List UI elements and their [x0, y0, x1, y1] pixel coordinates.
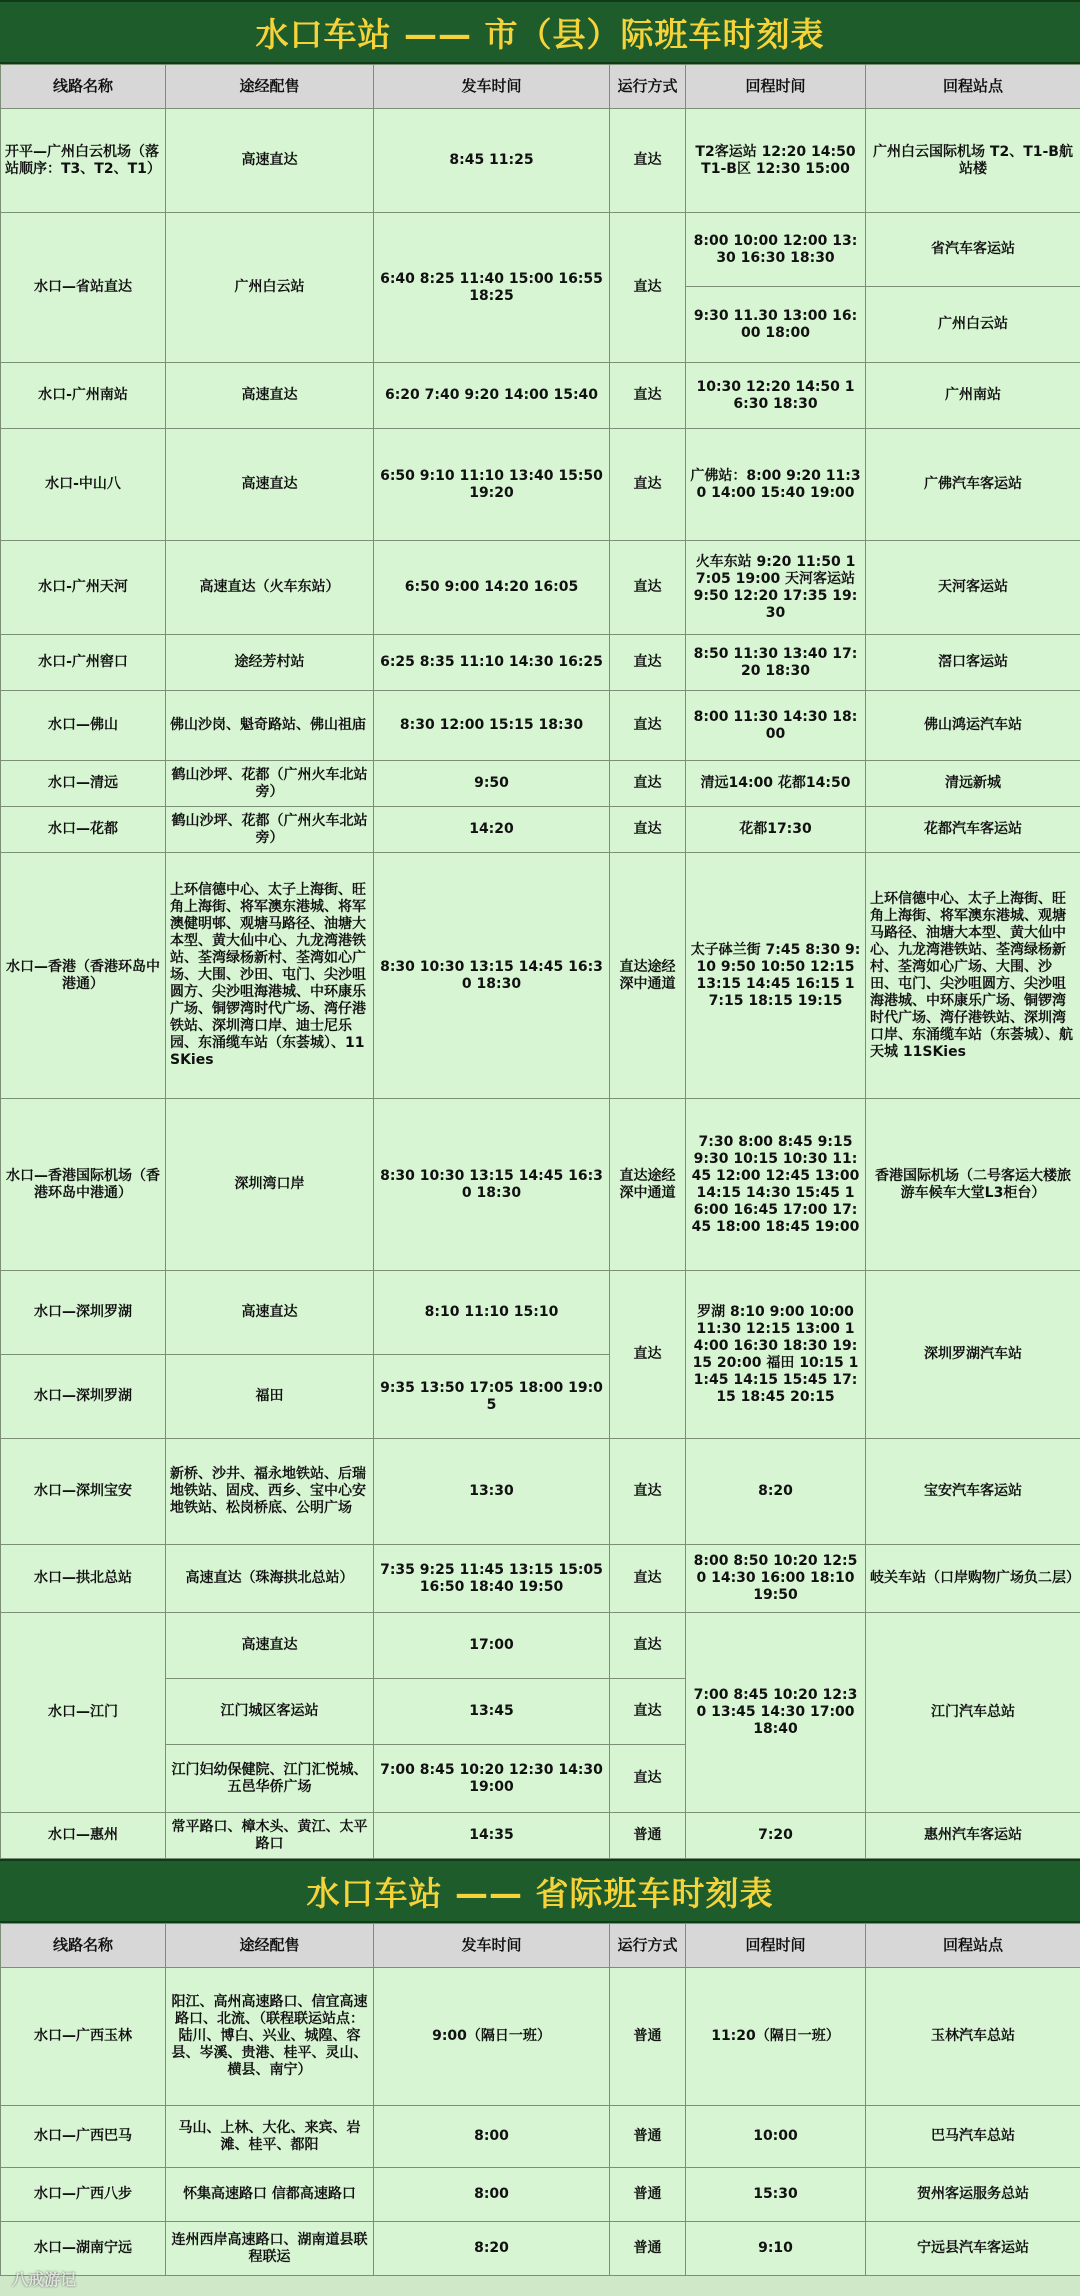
table-header-row [1, 65, 1080, 109]
table-header-row [1, 1924, 1080, 1968]
route-depart: 8:45 11:25 [374, 109, 610, 213]
route-return: 9:10 [686, 2222, 866, 2276]
route-depart: 13:30 [374, 1439, 610, 1545]
route-return-stop: 广州白云国际机场 T2、T1-B航站楼 [866, 109, 1080, 213]
route-name: 水口—清远 [1, 761, 166, 807]
route-mode: 直达 [610, 109, 686, 213]
route-mode: 直达 [610, 541, 686, 635]
route-return-stop: 上环信德中心、太子上海街、旺角上海街、将军澳东港城、观塘马路径、油塘大本型、黄大仙中心、九龙湾港铁站、荃湾绿杨新村、荃湾如心广场、大围、沙田、屯门、尖沙咀圆方、尖沙咀海港城、中环康乐广场、铜锣湾时代广场、湾仔港铁站、深圳湾口岸、东涌缆车站（东荟城）、航天城 11SKies [866, 853, 1080, 1099]
route-return-stop: 惠州汽车客运站 [866, 1813, 1080, 1859]
route-depart: 6:25 8:35 11:10 14:30 16:25 [374, 635, 610, 691]
route-name: 水口—省站直达 [1, 213, 166, 363]
route-via: 深圳湾口岸 [166, 1099, 374, 1271]
route-return: 7:00 8:45 10:20 12:30 13:45 14:30 17:00 18:40 [686, 1613, 866, 1813]
route-mode: 直达 [610, 1613, 686, 1679]
route-depart: 8:30 12:00 15:15 18:30 [374, 691, 610, 761]
route-return: T2客运站 12:20 14:50 T1-B区 12:30 15:00 [686, 109, 866, 213]
table-row [1, 1613, 1080, 1679]
route-name: 水口—花都 [1, 807, 166, 853]
route-mode: 直达 [610, 691, 686, 761]
route-via: 阳江、高州高速路口、信宜高速路口、北流、（联程联运站点：陆川、博白、兴业、城隍、容县、岑溪、贵港、桂平、灵山、横县、南宁） [166, 1968, 374, 2106]
table-row [1, 807, 1080, 853]
route-depart: 17:00 [374, 1613, 610, 1679]
route-return-stop: 岐关车站（口岸购物广场负二层） [866, 1545, 1080, 1613]
route-return: 火车东站 9:20 11:50 17:05 19:00 天河客运站 9:50 12:20 17:35 19:30 [686, 541, 866, 635]
route-return-stop: 广州南站 [866, 363, 1080, 429]
watermark-text: 八戒游记 [12, 2270, 77, 2289]
header-via: 途经配售 [166, 1924, 374, 1968]
table-row [1, 1439, 1080, 1545]
route-return: 11:20（隔日一班） [686, 1968, 866, 2106]
route-mode: 普通 [610, 2168, 686, 2222]
route-name: 水口-广州窖口 [1, 635, 166, 691]
route-return: 8:00 8:50 10:20 12:50 14:30 16:00 18:10 19:50 [686, 1545, 866, 1613]
route-depart: 9:00（隔日一班） [374, 1968, 610, 2106]
route-return: 7:30 8:00 8:45 9:15 9:30 10:15 10:30 11:45 12:00 12:45 13:00 14:15 14:30 15:45 16:00 16:45 17:00 17:45 18:00 18:45 19:00 [686, 1099, 866, 1271]
route-depart: 8:30 10:30 13:15 14:45 16:30 18:30 [374, 1099, 610, 1271]
route-via: 高速直达 [166, 429, 374, 541]
route-return-stop: 滘口客运站 [866, 635, 1080, 691]
table-row [1, 541, 1080, 635]
route-mode: 直达 [610, 363, 686, 429]
route-via: 鹤山沙坪、花都（广州火车北站旁） [166, 807, 374, 853]
table-row [1, 635, 1080, 691]
header-depart: 发车时间 [374, 65, 610, 109]
route-name: 水口—香港（香港环岛中港通） [1, 853, 166, 1099]
route-return: 8:00 10:00 12:00 13:30 16:30 18:30 [686, 213, 866, 287]
route-return-stop: 佛山鸿运汽车站 [866, 691, 1080, 761]
table-row [1, 1271, 1080, 1355]
route-via: 鹤山沙坪、花都（广州火车北站旁） [166, 761, 374, 807]
provincial-timetable-title: 水口车站 —— 省际班车时刻表 [0, 1859, 1080, 1923]
header-depart: 发车时间 [374, 1924, 610, 1968]
route-return-stop: 香港国际机场（二号客运大楼旅游车候车大堂L3柜台） [866, 1099, 1080, 1271]
route-depart: 6:50 9:00 14:20 16:05 [374, 541, 610, 635]
route-name: 水口—佛山 [1, 691, 166, 761]
route-depart: 9:50 [374, 761, 610, 807]
route-via: 高速直达 [166, 1271, 374, 1355]
table-row [1, 2106, 1080, 2168]
route-depart: 8:00 [374, 2106, 610, 2168]
route-depart: 8:30 10:30 13:15 14:45 16:30 18:30 [374, 853, 610, 1099]
route-via: 途经芳村站 [166, 635, 374, 691]
route-name: 水口—湖南宁远 [1, 2222, 166, 2276]
route-name: 水口—惠州 [1, 1813, 166, 1859]
route-mode: 直达 [610, 213, 686, 363]
route-via: 新桥、沙井、福永地铁站、后瑞地铁站、固戍、西乡、宝中心安地铁站、松岗桥底、公明广场 [166, 1439, 374, 1545]
route-name: 水口-中山八 [1, 429, 166, 541]
table-row [1, 2168, 1080, 2222]
route-name: 水口—江门 [1, 1613, 166, 1813]
route-mode: 普通 [610, 1968, 686, 2106]
provincial-timetable [0, 1923, 1080, 2276]
route-return: 8:20 [686, 1439, 866, 1545]
table-row [1, 213, 1080, 287]
route-mode: 直达 [610, 1271, 686, 1439]
route-via: 高速直达 [166, 363, 374, 429]
route-name: 水口—深圳罗湖 [1, 1355, 166, 1439]
route-return: 罗湖 8:10 9:00 10:00 11:30 12:15 13:00 14:00 16:30 18:30 19:15 20:00 福田 10:15 11:45 14:15 15:45 17:15 18:45 20:15 [686, 1271, 866, 1439]
table-row [1, 853, 1080, 1099]
route-return-stop: 深圳罗湖汽车站 [866, 1271, 1080, 1439]
route-return: 10:30 12:20 14:50 16:30 18:30 [686, 363, 866, 429]
header-route: 线路名称 [1, 1924, 166, 1968]
route-via: 佛山沙岗、魁奇路站、佛山祖庙 [166, 691, 374, 761]
route-return: 太子砵兰街 7:45 8:30 9:10 9:50 10:50 12:15 13:15 14:45 16:15 17:15 18:15 19:15 [686, 853, 866, 1099]
route-via: 怀集高速路口 信都高速路口 [166, 2168, 374, 2222]
route-via: 常平路口、樟木头、黄江、太平路口 [166, 1813, 374, 1859]
route-via: 江门妇幼保健院、江门汇悦城、五邑华侨广场 [166, 1745, 374, 1813]
route-depart: 8:20 [374, 2222, 610, 2276]
header-return: 回程时间 [686, 1924, 866, 1968]
route-mode: 直达 [610, 761, 686, 807]
route-name: 水口-广州天河 [1, 541, 166, 635]
route-depart: 8:00 [374, 2168, 610, 2222]
route-mode: 直达 [610, 635, 686, 691]
route-mode: 直达途经深中通道 [610, 853, 686, 1099]
watermark [12, 2267, 76, 2290]
table-row [1, 2222, 1080, 2276]
header-mode: 运行方式 [610, 1924, 686, 1968]
route-mode: 直达 [610, 1745, 686, 1813]
header-via: 途经配售 [166, 65, 374, 109]
route-mode: 直达 [610, 807, 686, 853]
route-via: 福田 [166, 1355, 374, 1439]
table-row [1, 1813, 1080, 1859]
route-return-stop: 省汽车客运站 [866, 213, 1080, 287]
route-name: 水口—广西玉林 [1, 1968, 166, 2106]
route-name: 水口—深圳宝安 [1, 1439, 166, 1545]
table-row [1, 363, 1080, 429]
route-return: 8:50 11:30 13:40 17:20 18:30 [686, 635, 866, 691]
route-return-stop: 贺州客运服务总站 [866, 2168, 1080, 2222]
route-via: 高速直达 [166, 1613, 374, 1679]
route-return-stop: 广佛汽车客运站 [866, 429, 1080, 541]
route-name: 水口—拱北总站 [1, 1545, 166, 1613]
route-return: 花都17:30 [686, 807, 866, 853]
route-return: 15:30 [686, 2168, 866, 2222]
route-mode: 直达 [610, 429, 686, 541]
route-return-stop: 花都汽车客运站 [866, 807, 1080, 853]
route-depart: 6:20 7:40 9:20 14:00 15:40 [374, 363, 610, 429]
route-mode: 直达 [610, 1679, 686, 1745]
route-return-stop: 江门汽车总站 [866, 1613, 1080, 1813]
route-name: 水口—香港国际机场（香港环岛中港通） [1, 1099, 166, 1271]
header-return: 回程时间 [686, 65, 866, 109]
route-return-stop: 巴马汽车总站 [866, 2106, 1080, 2168]
route-return: 清远14:00 花都14:50 [686, 761, 866, 807]
route-return: 9:30 11.30 13:00 16:00 18:00 [686, 287, 866, 363]
route-depart: 14:35 [374, 1813, 610, 1859]
route-return: 广佛站：8:00 9:20 11:30 14:00 15:40 19:00 [686, 429, 866, 541]
header-return-stop: 回程站点 [866, 1924, 1080, 1968]
route-mode: 普通 [610, 2106, 686, 2168]
route-via: 高速直达（珠海拱北总站） [166, 1545, 374, 1613]
route-depart: 6:50 9:10 11:10 13:40 15:50 19:20 [374, 429, 610, 541]
route-via: 高速直达 [166, 109, 374, 213]
route-mode: 直达途经深中通道 [610, 1099, 686, 1271]
route-return: 8:00 11:30 14:30 18:00 [686, 691, 866, 761]
route-via: 广州白云站 [166, 213, 374, 363]
route-return-stop: 玉林汽车总站 [866, 1968, 1080, 2106]
route-depart: 7:00 8:45 10:20 12:30 14:30 19:00 [374, 1745, 610, 1813]
route-name: 水口-广州南站 [1, 363, 166, 429]
route-mode: 直达 [610, 1545, 686, 1613]
route-depart: 13:45 [374, 1679, 610, 1745]
route-depart: 7:35 9:25 11:45 13:15 15:05 16:50 18:40 19:50 [374, 1545, 610, 1613]
route-name: 水口—深圳罗湖 [1, 1271, 166, 1355]
header-route: 线路名称 [1, 65, 166, 109]
route-name: 水口—广西巴马 [1, 2106, 166, 2168]
route-via: 上环信德中心、太子上海街、旺角上海街、将军澳东港城、将军澳健明邨、观塘马路径、油塘大本型、黄大仙中心、九龙湾港铁站、荃湾绿杨新村、荃湾如心广场、大围、沙田、屯门、尖沙咀圆方、尖沙咀海港城、中环康乐广场、铜锣湾时代广场、湾仔港铁站、深圳湾口岸、迪士尼乐园、东涌缆车站（东荟城）、11SKies [166, 853, 374, 1099]
route-return-stop: 宝安汽车客运站 [866, 1439, 1080, 1545]
city-timetable-title: 水口车站 —— 市（县）际班车时刻表 [0, 0, 1080, 64]
route-return: 7:20 [686, 1813, 866, 1859]
route-name: 开平—广州白云机场（落站顺序：T3、T2、T1） [1, 109, 166, 213]
table-row [1, 109, 1080, 213]
route-return-stop: 清远新城 [866, 761, 1080, 807]
route-via: 连州西岸高速路口、湖南道县联程联运 [166, 2222, 374, 2276]
route-return-stop: 宁远县汽车客运站 [866, 2222, 1080, 2276]
table-row [1, 761, 1080, 807]
route-mode: 普通 [610, 1813, 686, 1859]
route-return-stop: 广州白云站 [866, 287, 1080, 363]
route-depart: 8:10 11:10 15:10 [374, 1271, 610, 1355]
route-depart: 9:35 13:50 17:05 18:00 19:05 [374, 1355, 610, 1439]
route-return: 10:00 [686, 2106, 866, 2168]
route-via: 高速直达（火车东站） [166, 541, 374, 635]
table-row [1, 1968, 1080, 2106]
route-name: 水口—广西八步 [1, 2168, 166, 2222]
route-via: 马山、上林、大化、来宾、岩滩、桂平、都阳 [166, 2106, 374, 2168]
route-depart: 14:20 [374, 807, 610, 853]
route-depart: 6:40 8:25 11:40 15:00 16:55 18:25 [374, 213, 610, 363]
header-return-stop: 回程站点 [866, 65, 1080, 109]
route-return-stop: 天河客运站 [866, 541, 1080, 635]
table-row [1, 1099, 1080, 1271]
route-via: 江门城区客运站 [166, 1679, 374, 1745]
header-mode: 运行方式 [610, 65, 686, 109]
table-row [1, 691, 1080, 761]
route-mode: 直达 [610, 1439, 686, 1545]
city-timetable [0, 64, 1080, 1859]
table-row [1, 1545, 1080, 1613]
route-mode: 普通 [610, 2222, 686, 2276]
table-row [1, 429, 1080, 541]
